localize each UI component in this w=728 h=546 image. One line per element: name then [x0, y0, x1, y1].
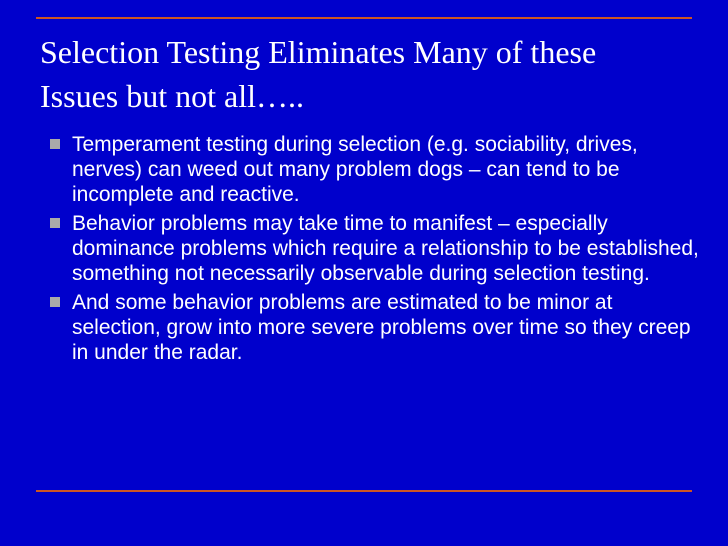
- square-bullet-icon: [50, 139, 60, 149]
- square-bullet-icon: [50, 218, 60, 228]
- bottom-divider: [36, 490, 692, 492]
- bullet-item: [50, 132, 700, 207]
- bullet-text: Behavior problems may take time to manifest – especially dominance problems which require a relationship to be established, something not necessarily observable during selection testing.: [72, 212, 699, 285]
- bullet-list: [50, 132, 700, 369]
- bullet-text: Temperament testing during selection (e.g. sociability, drives, nerves) can weed out many problem dogs – can tend to be incomplete and reactive.: [72, 133, 638, 206]
- bullet-item: [50, 211, 700, 286]
- bullet-item: [50, 290, 700, 365]
- square-bullet-icon: [50, 297, 60, 307]
- slide-title: Selection Testing Eliminates Many of these Issues but not all…..: [40, 34, 597, 114]
- top-divider: [36, 17, 692, 19]
- bullet-text: And some behavior problems are estimated to be minor at selection, grow into more severe problems over time so they creep in under the radar.: [72, 291, 691, 364]
